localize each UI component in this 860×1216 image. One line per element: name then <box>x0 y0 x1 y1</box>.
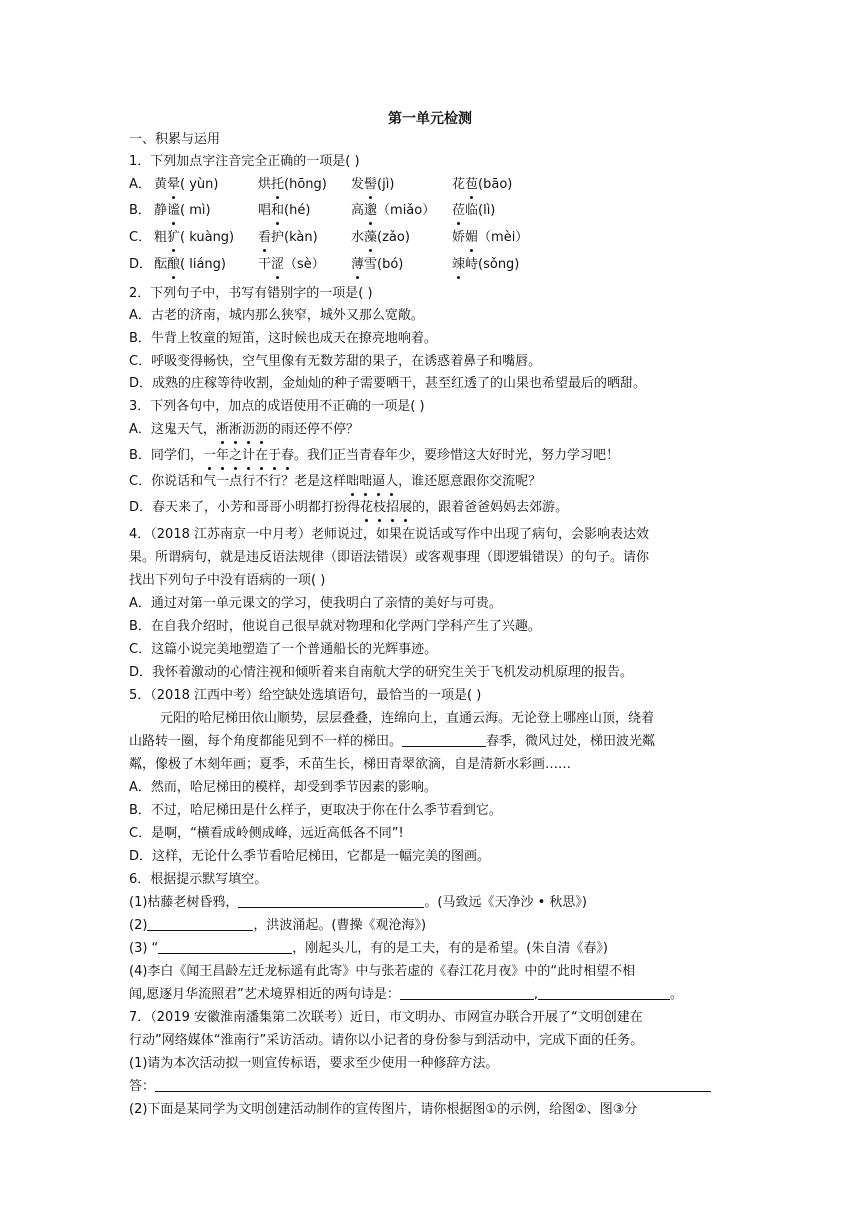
q1-option-c-word: 娇媚（mèi） <box>452 228 528 248</box>
q1-option-a-word: 黄晕( yùn) <box>154 175 218 195</box>
q7-sub-2: (2)下面是某同学为文明创建活动制作的宣传图片，请你根据图①的示例，给图②、图③分 <box>129 1102 638 1117</box>
dotted-character: 媚 <box>465 228 478 248</box>
q4-option-b: B．在自我介绍时，他说自己很早就对物理和化学两门学科产生了兴趣。 <box>129 619 541 634</box>
q5-passage-1: 元阳的哈尼梯田依山顺势，层层叠叠，连绵向上，直通云海。无论登上哪座山顶，绕着 <box>160 711 655 726</box>
dotted-character: 藻 <box>364 228 377 248</box>
q6-item-1: (1)枯藤老树昏鸦， 。(马致远《天净沙 • 秋思》) <box>129 895 587 910</box>
q1-option-a-word: 发髻(jì) <box>351 175 394 195</box>
q4-line-2: 果。所谓病句，就是违反语法规律（即语法错误）或客观事理（即逻辑错误）的句子。请你 <box>129 550 650 565</box>
q1-option-d-word: 竦峙(sǒng) <box>452 255 519 275</box>
q5-option-d: D．这样，无论什么季节看哈尼梯田，它都是一幅完美的图画。 <box>129 849 491 864</box>
q7-answer-line: 答： <box>129 1077 711 1097</box>
q1-option-b-word: 莅临(lì) <box>452 201 495 221</box>
dotted-character: 涩 <box>271 255 284 275</box>
q4-option-a: A．通过对第一单元课文的学习，使我明白了亲情的美好与可贵。 <box>129 596 502 611</box>
dotted-character: 谧 <box>167 201 180 221</box>
q1-option-d-label: D． <box>129 257 153 272</box>
q1-option-c-word: 看护(kàn) <box>258 228 318 248</box>
q1-option-b-word: 唱和(hé) <box>258 201 310 221</box>
q1-option-c-label: C． <box>129 230 152 245</box>
q3-option-a: A．这鬼天气，淅淅沥沥的雨还停不停？ <box>129 420 359 440</box>
dotted-character: 看 <box>258 228 271 248</box>
q4-line-1: 4．（2018 江苏南京一中月考）老师说过，如果在说话或写作中出现了病句，会影响表达效 <box>129 527 649 542</box>
q7-sub-1: (1)请为本次活动拟一则宣传标语，要求至少使用一种修辞方法。 <box>129 1056 499 1071</box>
fill-blank[interactable] <box>238 893 424 908</box>
q6-item-2: (2) ，洪波涌起。(曹操《观沧海》) <box>129 918 427 933</box>
q7-line-1: 7．（2019 安徽淮南潘集第二次联考）近日，市文明办、市网宣办联合开展了“文明创建在 <box>129 1010 643 1025</box>
q5-passage-2: 山路转一圈，每个角度都能见到不一样的梯田。 春季，微风过处，梯田波光粼 <box>129 734 656 749</box>
fill-blank[interactable] <box>158 939 292 954</box>
q4-line-3: 找出下列句子中没有语病的一项( ) <box>129 573 326 588</box>
q7-line-2: 行动”网络媒体“淮南行”采访活动。请你以小记者的身份参与到活动中，完成下面的任务。 <box>129 1033 644 1048</box>
dotted-idiom: 淅淅沥沥 <box>216 422 268 437</box>
page-title: 第一单元检测 <box>388 111 472 127</box>
q2-stem: 2．下列句子中，书写有错别字的一项是( ) <box>129 286 373 301</box>
fill-blank[interactable] <box>538 985 670 1000</box>
fill-blank[interactable] <box>402 732 486 747</box>
q1-option-d-word: 干涩（sè） <box>258 255 325 275</box>
q4-option-c: C．这篇小说完美地塑造了一个普通船长的光辉事迹。 <box>129 642 438 657</box>
q5-option-b: B．不过，哈尼梯田是什么样子，更取决于你在什么季节看到它。 <box>129 803 502 818</box>
q1-option-b-label: B． <box>129 203 151 218</box>
answer-blank[interactable] <box>155 1077 711 1092</box>
q6-item-4-line-2: 闻,愿逐月华流照君”艺术境界相近的两句诗是： , 。 <box>129 987 684 1002</box>
q6-item-3: (3) “ ，刚起头儿，有的是工夫，有的是希望。(朱自清《春》) <box>129 941 608 956</box>
dotted-character: 薄 <box>351 255 364 275</box>
dotted-character: 和 <box>271 201 284 221</box>
q1-option-a-word: 烘托(hōng) <box>258 175 327 195</box>
dotted-idiom: 花枝招展 <box>360 500 412 515</box>
q2-option-d: D．成熟的庄稼等待收割，金灿灿的种子需要晒干，甚至红透了的山果也希望最后的晒甜。 <box>129 376 647 391</box>
q1-option-b-word: 高邈（miǎo） <box>351 201 435 221</box>
q2-option-b: B．牛背上牧童的短笛，这时候也成天在撩亮地响着。 <box>129 331 437 346</box>
q3-stem: 3．下列各句中，加点的成语使用不正确的一项是( ) <box>129 399 425 414</box>
q1-stem: 1．下列加点字注音完全正确的一项是( ) <box>129 154 360 169</box>
dotted-character: 髻 <box>364 175 377 195</box>
dotted-character: 酿 <box>167 255 180 275</box>
q3-option-b: B．同学们，一年之计在于春。我们正当青春年少，要珍惜这大好时光，努力学习吧！ <box>129 446 619 466</box>
q1-option-d-word: 酝酿( liáng) <box>154 255 226 275</box>
dotted-character: 莅 <box>452 201 465 221</box>
q5-passage-3: 粼，像极了木刻年画；夏季，禾苗生长，梯田青翠欲滴，自是清新水彩画…… <box>129 757 572 772</box>
q6-item-4-line-1: (4)李白《闻王昌龄左迁龙标遥有此寄》中与张若虚的《春江花月夜》中的“此时相望不相 <box>129 964 636 979</box>
dotted-character: 托 <box>271 175 284 195</box>
fill-blank[interactable] <box>400 985 534 1000</box>
q5-option-c: C．是啊，“横看成岭侧成峰，远近高低各不同”! <box>129 826 404 841</box>
dotted-idiom: 一年之计在于春 <box>203 448 294 463</box>
q1-option-c-word: 水藻(zǎo) <box>351 228 410 248</box>
dotted-character: 晕 <box>167 175 180 195</box>
dotted-idiom: 咄咄逼人 <box>346 474 398 489</box>
q4-option-d: D．我怀着激动的心情注视和倾听着来自南航大学的研究生关于飞机发动机原理的报告。 <box>129 665 634 680</box>
q1-option-d-word: 薄雪(bó) <box>351 255 403 275</box>
q1-option-c-word: 粗犷( kuàng) <box>154 228 234 248</box>
q2-option-c: C．呼吸变得畅快，空气里像有无数芳甜的果子，在诱惑着鼻子和嘴唇。 <box>129 354 542 369</box>
q3-option-c: C．你说话和气一点行不行？老是这样咄咄逼人，谁还愿意跟你交流呢？ <box>129 472 541 492</box>
dotted-character: 苞 <box>465 175 478 195</box>
q2-option-a: A．古老的济南，城内那么狭窄，城外又那么宽敞。 <box>129 308 424 323</box>
q3-option-d: D．春天来了，小芳和哥哥小明都打扮得花枝招展的，跟着爸爸妈妈去郊游。 <box>129 498 568 518</box>
q6-stem: 6．根据提示默写填空。 <box>129 872 268 887</box>
dotted-character: 犷 <box>167 228 180 248</box>
q5-option-a: A．然而，哈尼梯田的模样，却受到季节因素的影响。 <box>129 780 437 795</box>
q1-option-a-word: 花苞(bāo) <box>452 175 512 195</box>
dotted-character: 竦 <box>452 255 465 275</box>
q1-option-b-word: 静谧( mì) <box>154 201 211 221</box>
q1-option-a-label: A． <box>129 177 151 192</box>
fill-blank[interactable] <box>147 916 253 931</box>
section-heading: 一、积累与运用 <box>129 132 221 147</box>
q5-stem: 5．（2018 江西中考）给空缺处选填语句，最恰当的一项是( ) <box>129 688 482 703</box>
dotted-character: 邈 <box>364 201 377 221</box>
